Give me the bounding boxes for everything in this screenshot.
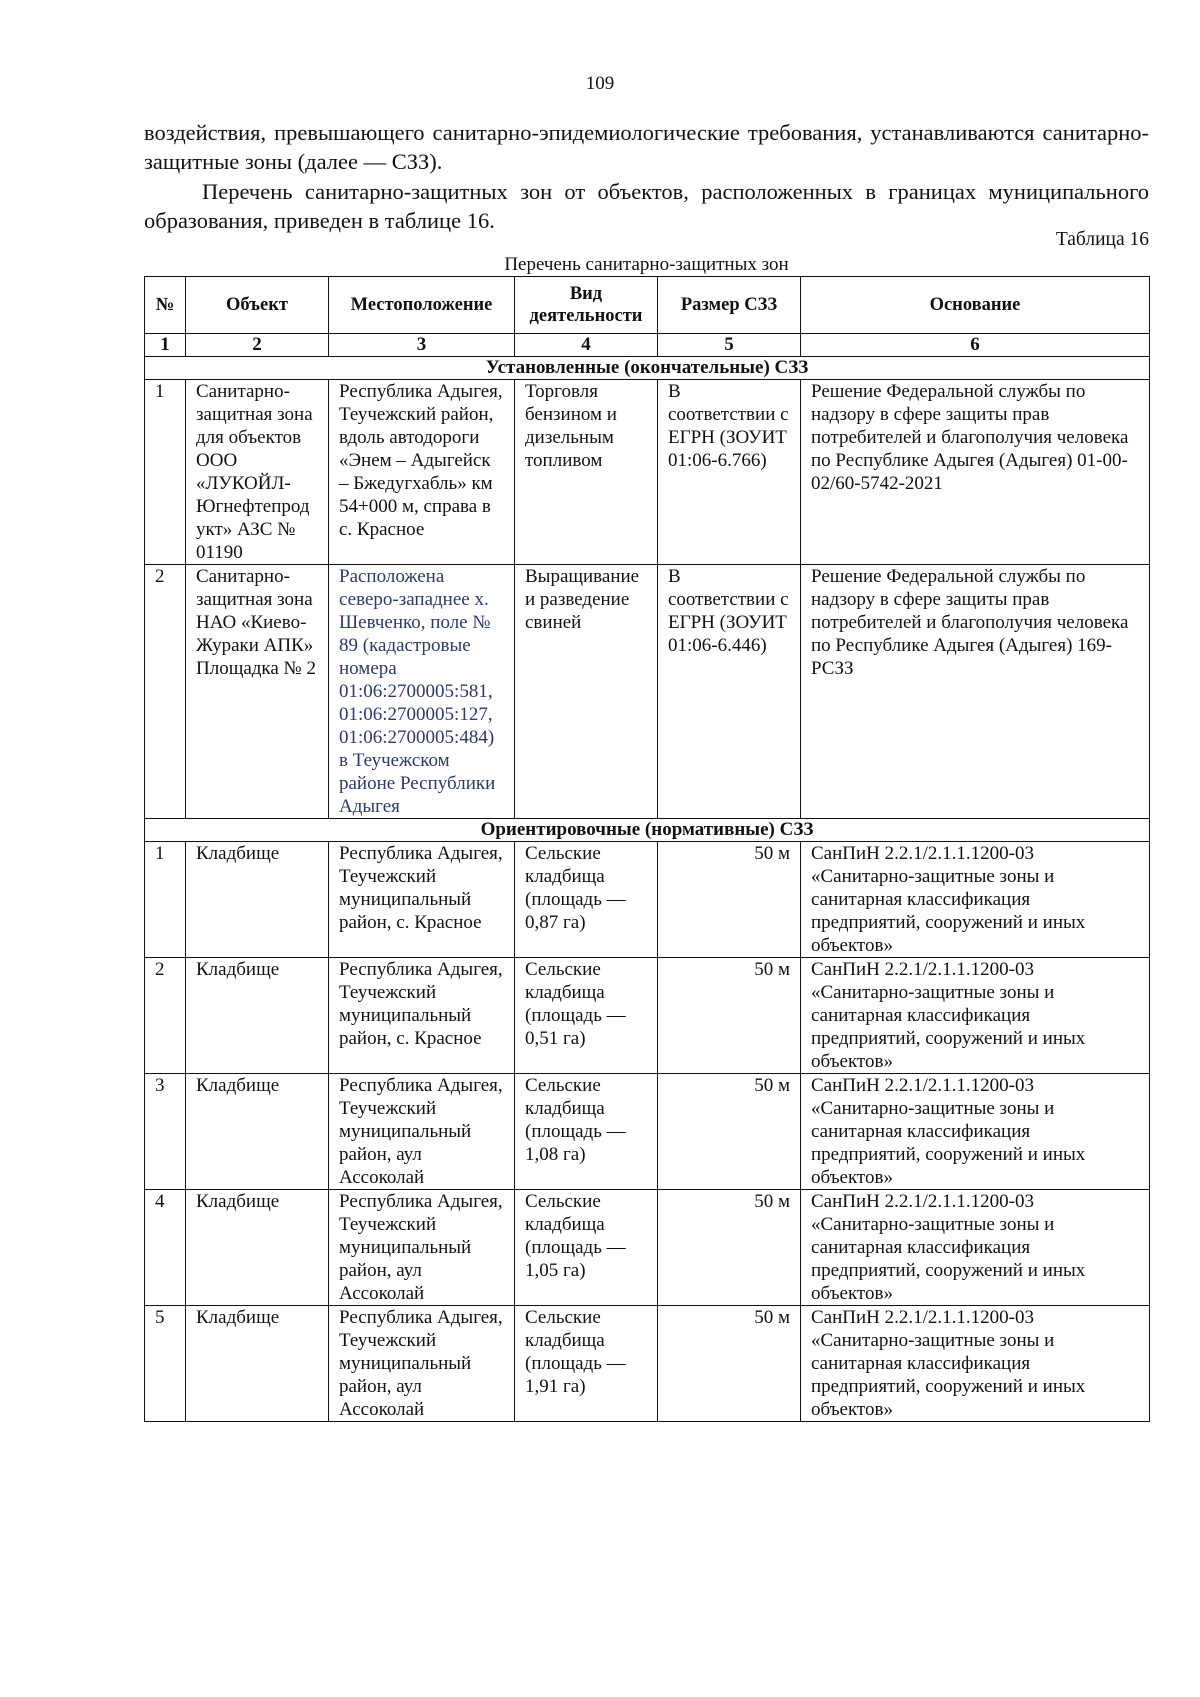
table-row	[145, 842, 1150, 958]
row-activity: Сельские кладбища (площадь — 1,91 га)	[515, 1306, 658, 1422]
table-row	[145, 565, 1150, 819]
row-number: 1	[145, 380, 186, 565]
intro-paragraph-2: Перечень санитарно-защитных зон от объектов, расположенных в границах муниципального образования, приведен в таблице 16.	[144, 179, 1149, 233]
column-number: 2	[186, 334, 329, 357]
header-object: Объект	[186, 277, 329, 334]
row-object: Санитарно-защитная зона для объектов ООО «ЛУКОЙЛ-Югнефтепродукт» АЗС № 01190	[186, 380, 329, 565]
intro-paragraph-1: воздействия, превышающего санитарно-эпидемиологические требования, устанавливаются санитарно-защитные зоны (далее — СЗЗ).	[144, 120, 1149, 174]
section-established-row	[145, 357, 1150, 380]
row-location: Республика Адыгея, Теучежский район, вдоль автодороги «Энем – Адыгейск – Бжедугхабль» км 54+000 м, справа в с. Красное	[329, 380, 515, 565]
row-basis: СанПиН 2.2.1/2.1.1.1200-03 «Санитарно-защитные зоны и санитарная классификация предприятий, сооружений и иных объектов»	[801, 842, 1150, 958]
row-size: В соответствии с ЕГРН (ЗОУИТ 01:06-6.446)	[658, 565, 801, 819]
column-number: 5	[658, 334, 801, 357]
row-size: 50 м	[658, 1074, 801, 1190]
row-number: 5	[145, 1306, 186, 1422]
row-location: Республика Адыгея, Теучежский муниципальный район, с. Красное	[329, 842, 515, 958]
page-number: 109	[585, 73, 615, 94]
row-location: Республика Адыгея, Теучежский муниципальный район, аул Ассоколай	[329, 1306, 515, 1422]
row-number: 3	[145, 1074, 186, 1190]
row-size: В соответствии с ЕГРН (ЗОУИТ 01:06-6.766)	[658, 380, 801, 565]
column-number-row	[145, 334, 1150, 357]
intro-text	[144, 118, 1149, 235]
row-location: Республика Адыгея, Теучежский муниципальный район, аул Ассоколай	[329, 1190, 515, 1306]
column-number: 4	[515, 334, 658, 357]
column-number: 1	[145, 334, 186, 357]
header-row	[145, 277, 1150, 334]
row-location: Республика Адыгея, Теучежский муниципальный район, с. Красное	[329, 958, 515, 1074]
table-row	[145, 1306, 1150, 1422]
row-activity: Выращивание и разведение свиней	[515, 565, 658, 819]
column-number: 3	[329, 334, 515, 357]
row-object: Санитарно-защитная зона НАО «Киево-Жураки АПК» Площадка № 2	[186, 565, 329, 819]
table-row	[145, 958, 1150, 1074]
row-basis: СанПиН 2.2.1/2.1.1.1200-03 «Санитарно-защитные зоны и санитарная классификация предприятий, сооружений и иных объектов»	[801, 958, 1150, 1074]
table-caption: Перечень санитарно-защитных зон	[504, 254, 789, 275]
row-object: Кладбище	[186, 958, 329, 1074]
row-size: 50 м	[658, 958, 801, 1074]
row-object: Кладбище	[186, 1306, 329, 1422]
row-number: 1	[145, 842, 186, 958]
header-number: №	[145, 277, 186, 334]
section-established-title: Установленные (окончательные) СЗЗ	[145, 357, 1150, 380]
header-activity: Вид деятельности	[515, 277, 658, 334]
header-size: Размер СЗЗ	[658, 277, 801, 334]
table-label: Таблица 16	[1055, 229, 1149, 250]
section-indicative-title: Ориентировочные (нормативные) СЗЗ	[145, 819, 1150, 842]
row-activity: Торговля бензином и дизельным топливом	[515, 380, 658, 565]
row-activity: Сельские кладбища (площадь — 0,87 га)	[515, 842, 658, 958]
row-activity: Сельские кладбища (площадь — 1,05 га)	[515, 1190, 658, 1306]
table-row	[145, 1190, 1150, 1306]
row-size: 50 м	[658, 842, 801, 958]
row-size: 50 м	[658, 1306, 801, 1422]
row-location: Республика Адыгея, Теучежский муниципальный район, аул Ассоколай	[329, 1074, 515, 1190]
row-basis: Решение Федеральной службы по надзору в сфере защиты прав потребителей и благополучия человека по Республике Адыгея (Адыгея) 01-00-02/60-5742-2021	[801, 380, 1150, 565]
row-basis: СанПиН 2.2.1/2.1.1.1200-03 «Санитарно-защитные зоны и санитарная классификация предприятий, сооружений и иных объектов»	[801, 1190, 1150, 1306]
row-object: Кладбище	[186, 1190, 329, 1306]
section-indicative-row	[145, 819, 1150, 842]
row-activity: Сельские кладбища (площадь — 1,08 га)	[515, 1074, 658, 1190]
row-size: 50 м	[658, 1190, 801, 1306]
header-basis: Основание	[801, 277, 1150, 334]
row-location: Расположена северо-западнее х. Шевченко, поле № 89 (кадастровые номера 01:06:2700005:581, 01:06:2700005:127, 01:06:2700005:484) в Теучежском районе Республики Адыгея	[329, 565, 515, 819]
row-number: 2	[145, 565, 186, 819]
row-basis: СанПиН 2.2.1/2.1.1.1200-03 «Санитарно-защитные зоны и санитарная классификация предприятий, сооружений и иных объектов»	[801, 1306, 1150, 1422]
row-object: Кладбище	[186, 842, 329, 958]
row-basis: Решение Федеральной службы по надзору в сфере защиты прав потребителей и благополучия человека по Республике Адыгея (Адыгея) 169-РСЗЗ	[801, 565, 1150, 819]
header-location: Местоположение	[329, 277, 515, 334]
row-number: 4	[145, 1190, 186, 1306]
sanitary-zones-table	[144, 276, 1150, 1422]
column-number: 6	[801, 334, 1150, 357]
row-object: Кладбище	[186, 1074, 329, 1190]
row-activity: Сельские кладбища (площадь — 0,51 га)	[515, 958, 658, 1074]
row-number: 2	[145, 958, 186, 1074]
row-basis: СанПиН 2.2.1/2.1.1.1200-03 «Санитарно-защитные зоны и санитарная классификация предприятий, сооружений и иных объектов»	[801, 1074, 1150, 1190]
table-row	[145, 1074, 1150, 1190]
table-row	[145, 380, 1150, 565]
